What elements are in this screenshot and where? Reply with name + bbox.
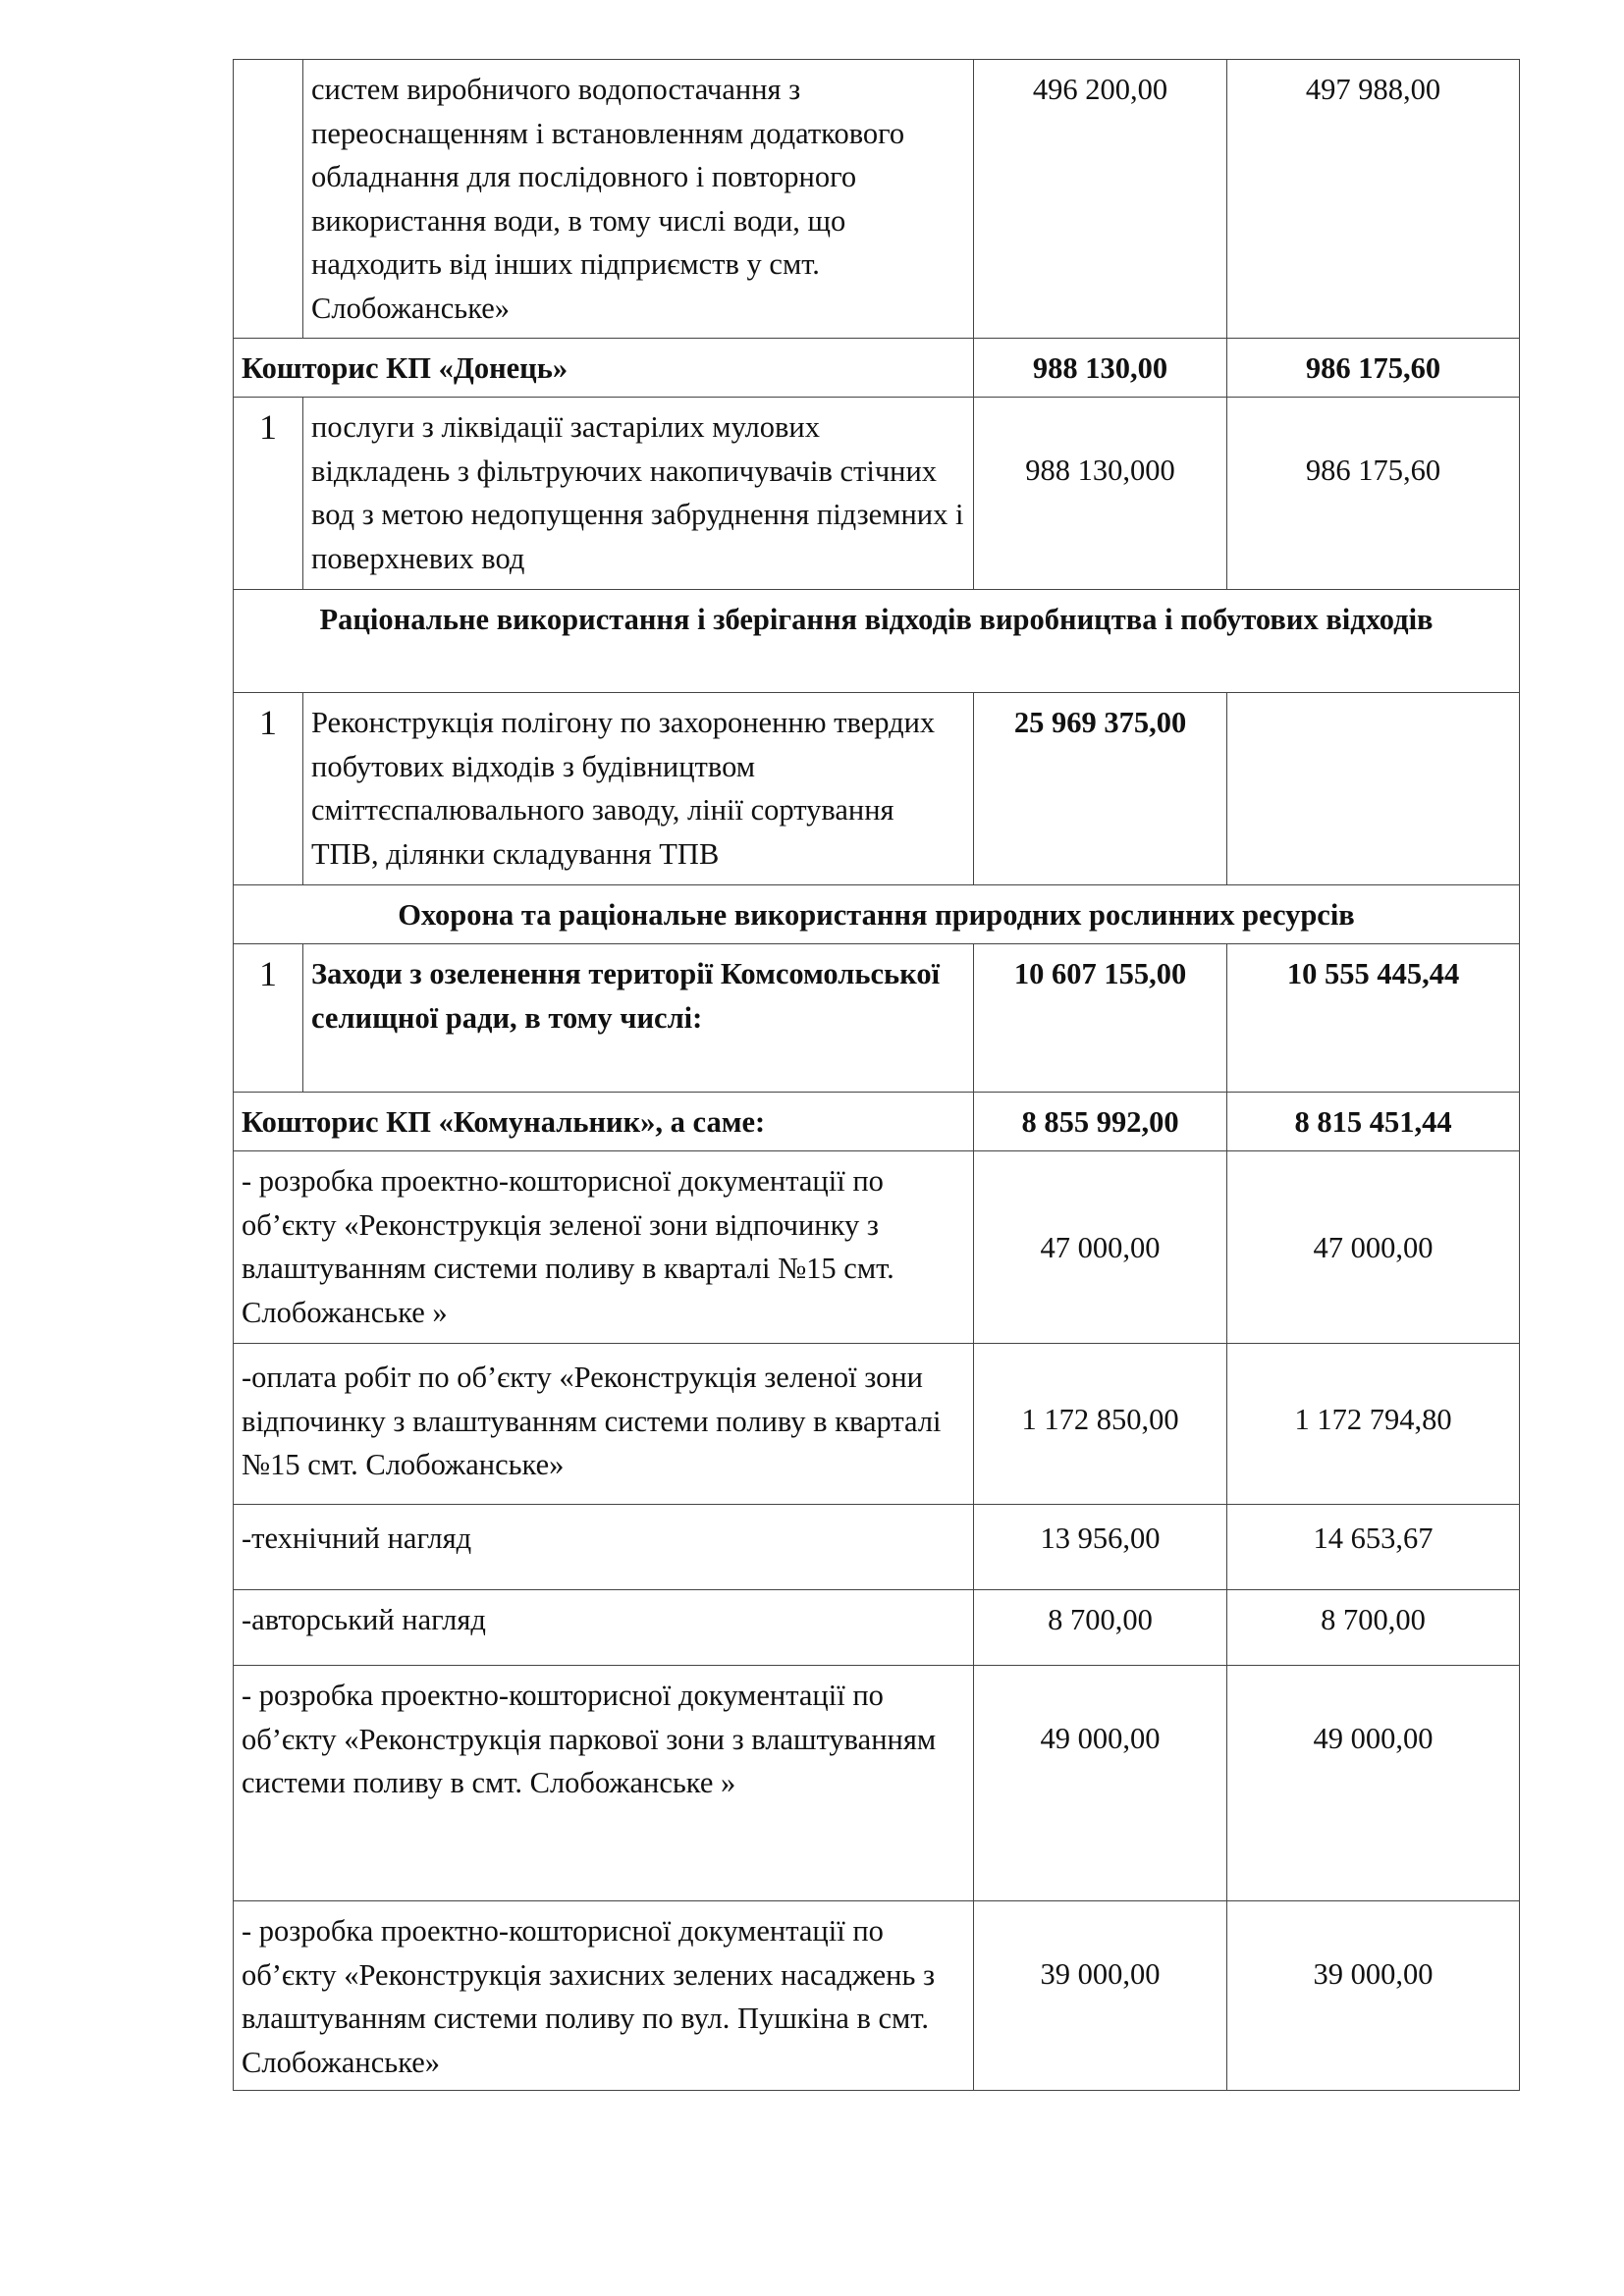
actual-amount: [1227, 693, 1520, 885]
planned-amount: 8 700,00: [974, 1590, 1227, 1666]
planned-amount: 988 130,000: [974, 398, 1227, 590]
table-row: [234, 60, 1520, 339]
actual-amount: 986 175,60: [1227, 339, 1520, 398]
actual-amount: 14 653,67: [1227, 1505, 1520, 1590]
item-description: -оплата робіт по об’єкту «Реконструкція зеленої зони відпочинку з влаштуванням системи поливу в кварталі №15 смт. Слобожанське»: [234, 1344, 974, 1505]
item-description: - розробка проектно-кошторисної документації по об’єкту «Реконструкція зеленої зони відпочинку з влаштуванням системи поливу в кварталі №15 смт. Слобожанське »: [234, 1151, 974, 1344]
item-description: -авторський нагляд: [234, 1590, 974, 1666]
row-number: 1: [234, 693, 303, 885]
table-row: [234, 1666, 1520, 1901]
table-row: [234, 693, 1520, 885]
row-number: [234, 60, 303, 339]
table-row: [234, 339, 1520, 398]
budget-table: [233, 59, 1520, 2091]
item-description: Заходи з озеленення території Комсомольської селищної ради, в тому числі:: [303, 944, 974, 1093]
table-row: [234, 590, 1520, 693]
table-row: [234, 1344, 1520, 1505]
actual-amount: 1 172 794,80: [1227, 1344, 1520, 1505]
actual-amount: 8 700,00: [1227, 1590, 1520, 1666]
actual-amount: 39 000,00: [1227, 1901, 1520, 2091]
table-row: [234, 1590, 1520, 1666]
table-row: [234, 944, 1520, 1093]
planned-amount: 8 855 992,00: [974, 1093, 1227, 1151]
row-number: 1: [234, 398, 303, 590]
actual-amount: 497 988,00: [1227, 60, 1520, 339]
item-description: - розробка проектно-кошторисної документації по об’єкту «Реконструкція паркової зони з влаштуванням системи поливу в смт. Слобожанське »: [234, 1666, 974, 1901]
table-row: [234, 1093, 1520, 1151]
planned-amount: 39 000,00: [974, 1901, 1227, 2091]
actual-amount: 49 000,00: [1227, 1666, 1520, 1901]
table-row: [234, 1151, 1520, 1344]
row-number: 1: [234, 944, 303, 1093]
budget-subtotal-label: Кошторис КП «Комунальник», а саме:: [234, 1093, 974, 1151]
item-description: - розробка проектно-кошторисної документації по об’єкту «Реконструкція захисних зелених насаджень з влаштуванням системи поливу по вул. Пушкіна в смт. Слобожанське»: [234, 1901, 974, 2091]
budget-subtotal-label: Кошторис КП «Донець»: [234, 339, 974, 398]
table-row: [234, 885, 1520, 944]
item-description: -технічний нагляд: [234, 1505, 974, 1590]
planned-amount: 25 969 375,00: [974, 693, 1227, 885]
section-heading: Раціональне використання і зберігання відходів виробництва і побутових відходів: [234, 590, 1520, 693]
table-row: [234, 1505, 1520, 1590]
planned-amount: 47 000,00: [974, 1151, 1227, 1344]
table-row: [234, 398, 1520, 590]
item-description: систем виробничого водопостачання з переоснащенням і встановленням додаткового обладнання для послідовного і повторного використання води, в тому числі води, що надходить від інших підприємств у смт. Слобожанське»: [303, 60, 974, 339]
actual-amount: 10 555 445,44: [1227, 944, 1520, 1093]
item-description: Реконструкція полігону по захороненню твердих побутових відходів з будівництвом сміттєспалювального заводу, лінії сортування ТПВ, ділянки складування ТПВ: [303, 693, 974, 885]
planned-amount: 49 000,00: [974, 1666, 1227, 1901]
planned-amount: 496 200,00: [974, 60, 1227, 339]
actual-amount: 986 175,60: [1227, 398, 1520, 590]
planned-amount: 10 607 155,00: [974, 944, 1227, 1093]
section-heading: Охорона та раціональне використання природних рослинних ресурсів: [234, 885, 1520, 944]
planned-amount: 13 956,00: [974, 1505, 1227, 1590]
item-description: послуги з ліквідації застарілих мулових відкладень з фільтруючих накопичувачів стічних вод з метою недопущення забруднення підземних і поверхневих вод: [303, 398, 974, 590]
actual-amount: 47 000,00: [1227, 1151, 1520, 1344]
actual-amount: 8 815 451,44: [1227, 1093, 1520, 1151]
planned-amount: 988 130,00: [974, 339, 1227, 398]
table-row: [234, 1901, 1520, 2091]
planned-amount: 1 172 850,00: [974, 1344, 1227, 1505]
